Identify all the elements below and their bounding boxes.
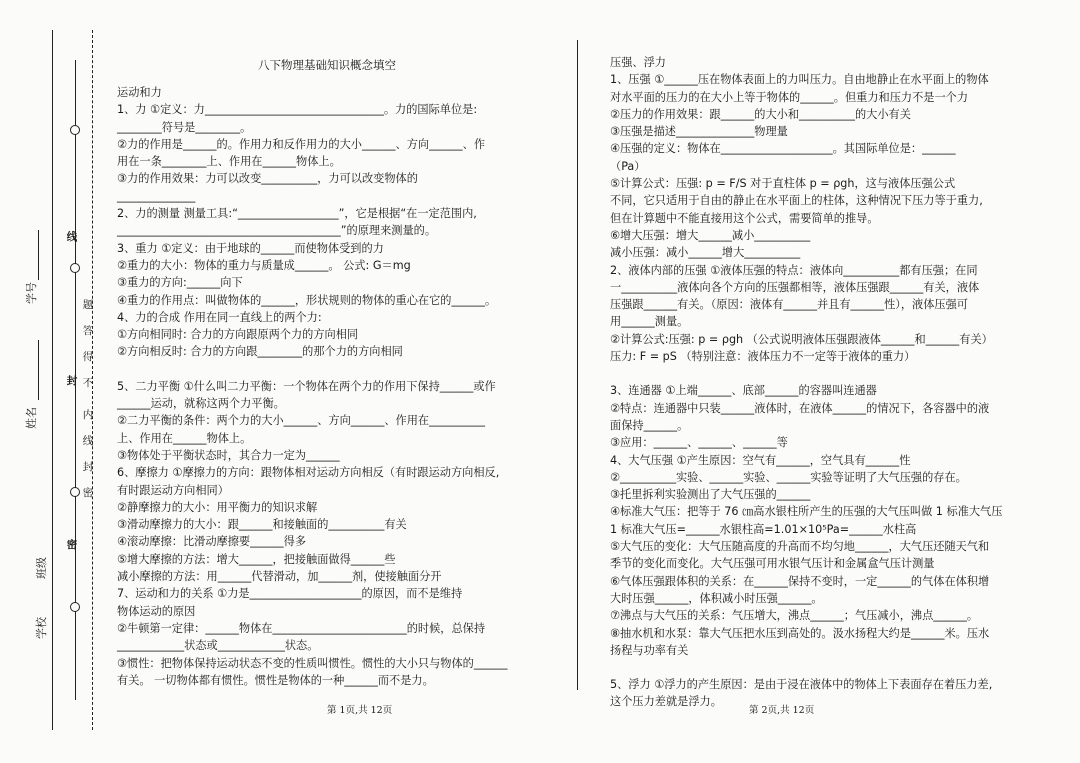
page-title: 八下物理基础知识概念填空	[258, 58, 396, 72]
left-text-line: ③物体处于平衡状态时，其合力一定为______	[117, 448, 340, 462]
right-text-line: 对水平面的压力的在大小上等于物体的______。但重力和压力不是一个力	[610, 90, 969, 104]
left-text-line: ________________________________________”的原理来测量的。	[117, 224, 437, 238]
binding-hole	[70, 263, 80, 273]
right-text-line: 但在计算题中不能直接用这个公式，需要简单的推导。	[610, 211, 879, 225]
right-text-line: 5、浮力 ①浮力的产生原因：是由于浸在液体中的物体上下表面存在着压力差,	[610, 678, 993, 692]
left-text-line: 7、运动和力的关系 ①力是____________________的原因，而不是维持	[117, 587, 463, 601]
right-text-line: ③压强是描述______________物理量	[610, 125, 788, 139]
right-page-content	[610, 54, 1002, 711]
right-text-line: ④标准大气压：把等于 76 ㎝高水银柱所产生的压强的大气压叫做 1 标准大气压	[610, 505, 1003, 519]
right-text-line: 面保持______。	[610, 418, 689, 432]
right-text-line: 这个压力差就是浮力。	[610, 695, 722, 709]
binding-hole	[70, 125, 80, 135]
left-text-line: ②重力的大小：物体的重力与质量成______。 公式: G＝mg	[117, 258, 411, 272]
seal-char-mi: 密	[66, 539, 78, 551]
right-text-line: 压强、浮力	[610, 56, 666, 69]
right-text-line: ⑤大气压的变化：大气压随高度的升高而不均匀地______，大气压还随天气和	[610, 540, 990, 554]
left-page-content	[117, 84, 507, 689]
left-text-line: ____________状态或____________状态。	[117, 639, 319, 653]
seal-char: 不	[82, 377, 94, 389]
left-text-line: ②静摩擦力的大小：用平衡力的知识求解	[117, 500, 318, 514]
seal-char: 内	[82, 409, 94, 421]
left-text-line: ③力的作用效果：力可以改变__________，力可以改变物体的	[117, 172, 418, 186]
left-page-footer: 第 1页,共 12页	[327, 705, 393, 716]
left-text-line: ④重力的作用点：叫做物体的______，形状规则的物体的重心在它的______。	[117, 293, 497, 307]
right-text-line: 2、液体内部的压强 ①液体压强的特点：液体向__________都有压强；在同	[610, 263, 978, 277]
seal-char-feng: 封	[66, 375, 78, 387]
right-text-line: ②压力的作用效果：跟______的大小和__________的大小有关	[610, 107, 911, 121]
right-text-line: 扬程与功率有关	[610, 643, 689, 657]
right-text-line: ⑧抽水机和水泵：靠大气压把水压到高处的。汲水扬程大约是______米。压水	[610, 626, 990, 640]
left-text-line: ②方向相反时: 合力的方向跟________的那个力的方向相同	[117, 345, 403, 359]
seal-char-xian: 线	[66, 231, 78, 243]
left-text-line: 4、力的合成 作用在同一直线上的两个力:	[117, 310, 322, 324]
number-fill-line	[38, 230, 39, 280]
left-text-line: ②力的作用是______的。作用力和反作用力的大小______、方向______、作	[117, 137, 486, 151]
left-text-line: 2、力的测量 测量工具:“__________________”，它是根据“在一定范围内,	[117, 207, 477, 221]
seal-char: 封	[82, 461, 94, 473]
class-label: 班级	[35, 557, 48, 579]
left-text-line: ______运动，就称这两个力平衡。	[117, 397, 285, 411]
left-text-line: 6、摩擦力 ①摩擦力的方向：跟物体相对运动方向相反（有时跟运动方向相反,	[117, 466, 500, 480]
name-fill-line	[38, 340, 39, 400]
left-text-line: 用在一条________上、作用在______物体上。	[117, 155, 341, 169]
right-text-line: ④压强的定义：物体在____________________。其国际单位是：______	[610, 142, 956, 156]
left-text-line: ①方向相同时: 合力的方向跟原两个力的方向相同	[117, 328, 359, 342]
right-text-line: 减小压强：减小______增大__________	[610, 246, 801, 260]
right-text-line: 1 标准大气压=______水银柱高=1.01×10⁵Pa=______水柱高	[610, 522, 917, 536]
seal-char: 答	[82, 325, 94, 337]
school-label: 学校	[35, 617, 48, 639]
binding-line-outer	[52, 30, 53, 730]
left-text-line: ②二力平衡的条件：两个力的大小______、方向______、作用在__________	[117, 414, 486, 428]
right-page-footer: 第 2页,共 12页	[749, 705, 815, 716]
right-text-line: 大时压强______，体积减小时压强______。	[610, 591, 823, 605]
left-text-line: 运动和力	[117, 86, 162, 99]
right-text-line: 1、压强 ①______压在物体表面上的力叫压力。自由地静止在水平面上的物体	[610, 73, 989, 87]
left-text-line: 上、作用在______物体上。	[117, 431, 252, 445]
right-text-line: 用______测量。	[610, 315, 689, 329]
right-text-line: 压力: F = pS （特别注意：液体压力不一定等于液体的重力）	[610, 350, 916, 364]
right-text-line: ⑦沸点与大气压的关系：气压增大，沸点______；气压减小，沸点______。	[610, 609, 979, 623]
student-number-label: 学号	[25, 282, 38, 304]
binding-hole	[70, 602, 80, 612]
seal-char: 题	[82, 299, 94, 311]
seal-char: 线	[82, 435, 94, 447]
right-text-line: ③应用：______、______、______等	[610, 436, 788, 450]
right-text-line	[610, 659, 1002, 676]
right-text-line: 不同，它只适用于自由的静止在水平面上的柱体，这种情况下压力等于重力,	[610, 194, 983, 208]
left-text-line: 减小摩擦的方法：用______代替滑动，加______剂，使接触面分开	[117, 570, 442, 584]
left-text-line: ③滑动摩擦力的大小：跟______和接触面的__________有关	[117, 518, 407, 532]
left-text-line: ⑤增大摩擦的方法：增大______，把接触面做得______些	[117, 552, 396, 566]
right-text-line: 压强跟______有关。（原因：液体有______并且有______性），液体压强可	[610, 298, 968, 312]
left-text-line: ______________	[117, 189, 196, 203]
binding-margin	[0, 0, 100, 763]
left-text-line: ③重力的方向:______向下	[117, 276, 243, 290]
left-text-line: 5、二力平衡 ①什么叫二力平衡：一个物体在两个力的作用下保持______或作	[117, 379, 496, 393]
right-text-line: ⑥增大压强：增大______减小__________	[610, 228, 811, 242]
right-text-line: 4、大气压强 ①产生原因：空气有______，空气具有______性	[610, 453, 911, 467]
left-text-line: 有关。 一切物体都有惯性。惯性是物体的一种______而不是力。	[117, 673, 434, 687]
seal-char: 得	[82, 351, 94, 363]
right-text-line: ②特点：连通器中只装______液体时，在液体______的情况下，各容器中的液	[610, 401, 990, 415]
page-divider	[577, 40, 578, 690]
left-text-line: ________符号是________。	[117, 120, 252, 134]
right-text-line: 季节的变化而变化。大气压强可用水银气压计和金属盒气压计测量	[610, 557, 935, 571]
left-text-line: ④滚动摩擦：比滑动摩擦要______得多	[117, 535, 307, 549]
student-name-label: 姓名	[25, 407, 38, 429]
right-text-line: ③托里拆利实验测出了大气压强的______	[610, 488, 811, 502]
right-text-line: ②__________实验、______实验、______实验等证明了大气压强的存在。	[610, 470, 967, 484]
left-text-line: 3、重力 ①定义：由于地球的______而使物体受到的力	[117, 241, 384, 255]
left-text-line: 1、力 ①定义：力________________________________。力的国际单位是:	[117, 103, 478, 117]
right-text-line: 3、连通器 ①上端______、底部______的容器叫连通器	[610, 384, 877, 398]
right-text-line: ⑤计算公式：压强: p = F/S 对于直柱体 p = ρgh，这与液体压强公式	[610, 177, 956, 191]
right-text-line	[610, 365, 1002, 382]
binding-hole	[70, 487, 80, 497]
right-text-line: ②计算公式:压强: p = ρgh （公式说明液体压强跟液体______和______有关）	[610, 332, 993, 346]
left-text-line: 物体运动的原因	[117, 604, 196, 618]
left-text-line	[117, 361, 507, 378]
right-text-line: （Pa）	[610, 159, 646, 173]
right-text-line: ⑥气体压强跟体积的关系：在______保持不变时，一定______的气体在体积增	[610, 574, 990, 588]
right-text-line: 一__________液体向各个方向的压强都相等，液体压强跟______有关，液体	[610, 280, 980, 294]
left-text-line: 有时跟运动方向相同）	[117, 483, 229, 497]
left-text-line: ③惯性：把物体保持运动状态不变的性质叫惯性。惯性的大小只与物体的______	[117, 656, 508, 670]
seal-char: 密	[82, 487, 94, 499]
left-text-line: ②牛顿第一定律：______物体在________________________的时候，总保持	[117, 621, 486, 635]
